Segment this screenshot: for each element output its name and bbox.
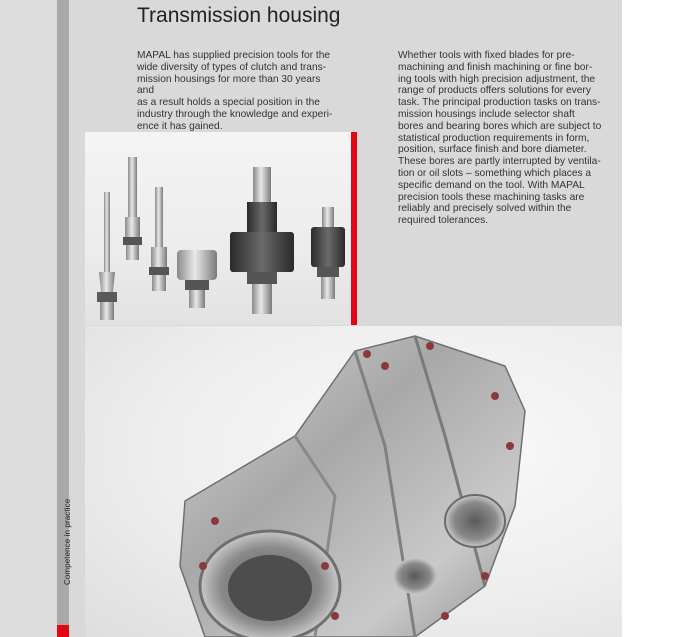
transmission-housing-photo <box>85 326 622 637</box>
text-line: required tolerances. <box>398 215 489 227</box>
text-line: Whether tools with fixed blades for pre- <box>398 50 575 61</box>
accent-red-bar <box>351 132 357 325</box>
body-paragraph <box>398 50 602 227</box>
text-line: industry through the knowledge and experi- <box>137 108 333 120</box>
intro-paragraph <box>137 50 333 133</box>
section-label: Competence in practice <box>63 498 72 585</box>
text-line: MAPAL has supplied precision tools for the <box>137 50 331 61</box>
side-red-marker <box>57 625 69 637</box>
page-title: Transmission housing <box>137 4 341 27</box>
text-line: machining and finish machining or fine bor- <box>398 61 593 73</box>
text-line: statistical production requirements in form, <box>398 132 590 144</box>
text-line: mission housings include selector shaft <box>398 108 575 120</box>
text-line: mission housings for more than 30 years and <box>137 73 321 97</box>
text-line: reliably and precisely solved within the <box>398 203 572 215</box>
text-line: wide diversity of types of clutch and trans- <box>137 61 327 73</box>
text-line: precision tools these machining tasks are <box>398 191 585 203</box>
text-line: ence it has gained. <box>137 120 223 132</box>
text-line: tion or oil slots – something which places a <box>398 167 592 179</box>
text-line: as a result holds a special position in the <box>137 97 320 109</box>
text-line: range of products offers solutions for every <box>398 85 591 97</box>
text-line: position, surface finish and bore diameter. <box>398 144 587 156</box>
text-line: ing tools with high precision adjustment, the <box>398 73 596 85</box>
text-line: task. The principal production tasks on trans- <box>398 97 601 109</box>
text-line: These bores are partly interrupted by ventila- <box>398 156 601 168</box>
text-line: bores and bearing bores which are subject to <box>398 120 602 132</box>
text-line: specific demand on the tool. With MAPAL <box>398 179 585 191</box>
precision-tools-photo <box>85 132 351 325</box>
